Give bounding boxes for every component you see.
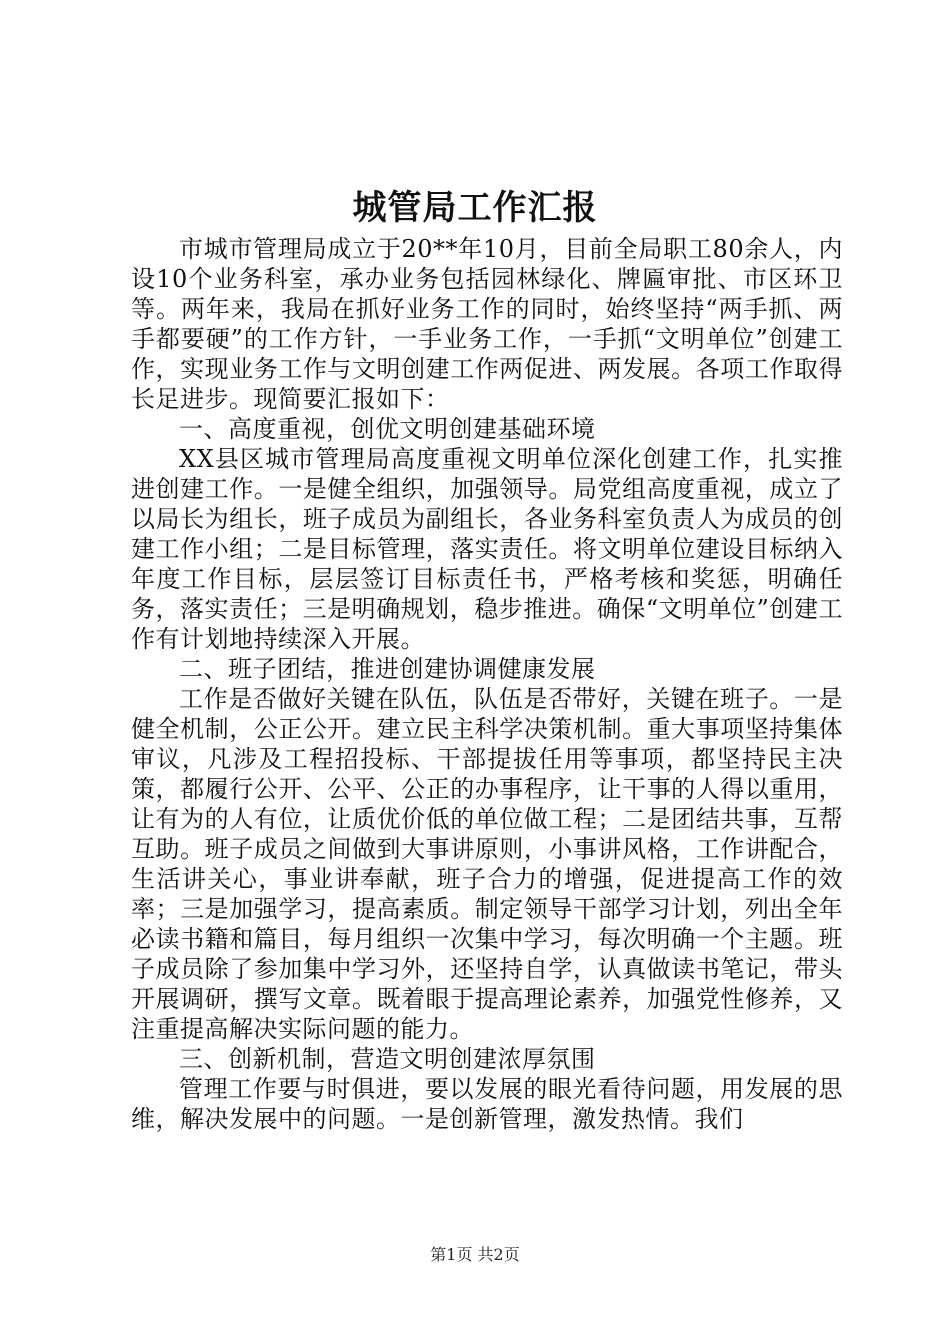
section-3-paragraph: 管理工作要与时俱进，要以发展的眼光看待问题，用发展的思维，解决发展中的问题。一是创新管理，激发热情。我们 bbox=[131, 1075, 843, 1133]
intro-paragraph: 市城市管理局成立于20**年10月，目前全局职工80余人，内设10个业务科室，承办业务包括园林绿化、牌匾审批、市区环卫等。两年来，我局在抓好业务工作的同时，始终坚持“两手抓、两手都要硬”的工作方针，一手业务工作，一手抓“文明单位”创建工作，实现业务工作与文明创建工作两促进、两发展。各项工作取得长足进步。现简要汇报如下： bbox=[131, 235, 843, 413]
section-heading-1: 一、高度重视，创优文明创建基础环境 bbox=[179, 415, 596, 443]
page-footer: 第1页 共2页 bbox=[430, 1245, 520, 1264]
section-1-paragraph: XX县区城市管理局高度重视文明单位深化创建工作，扎实推进创建工作。一是健全组织，加强领导。局党组高度重视，成立了以局长为组长，班子成员为副组长，各业务科室负责人为成员的创建工作小组；二是目标管理，落实责任。将文明单位建设目标纳入年度工作目标，层层签订目标责任书，严格考核和奖惩，明确任务，落实责任；三是明确规划，稳步推进。确保“文明单位”创建工作有计划地持续深入开展。 bbox=[131, 445, 843, 653]
section-heading-2: 二、班子团结，推进创建协调健康发展 bbox=[179, 655, 596, 683]
document-body bbox=[131, 234, 843, 1134]
document-title: 城管局工作汇报 bbox=[352, 188, 598, 228]
section-heading-3: 三、创新机制，营造文明创建浓厚氛围 bbox=[179, 1045, 596, 1073]
section-2-paragraph: 工作是否做好关键在队伍，队伍是否带好，关键在班子。一是健全机制，公正公开。建立民主科学决策机制。重大事项坚持集体审议，凡涉及工程招投标、干部提拔任用等事项，都坚持民主决策，都履行公开、公平、公正的办事程序，让干事的人得以重用，让有为的人有位，让质优价低的单位做工程；二是团结共事，互帮互助。班子成员之间做到大事讲原则，小事讲风格，工作讲配合，生活讲关心，事业讲奉献，班子合力的增强，促进提高工作的效率；三是加强学习，提高素质。制定领导干部学习计划，列出全年必读书籍和篇目，每月组织一次集中学习，每次明确一个主题。班子成员除了参加集中学习外，还坚持自学，认真做读书笔记，带头开展调研，撰写文章。既着眼于提高理论素养，加强党性修养，又注重提高解决实际问题的能力。 bbox=[131, 685, 843, 1043]
